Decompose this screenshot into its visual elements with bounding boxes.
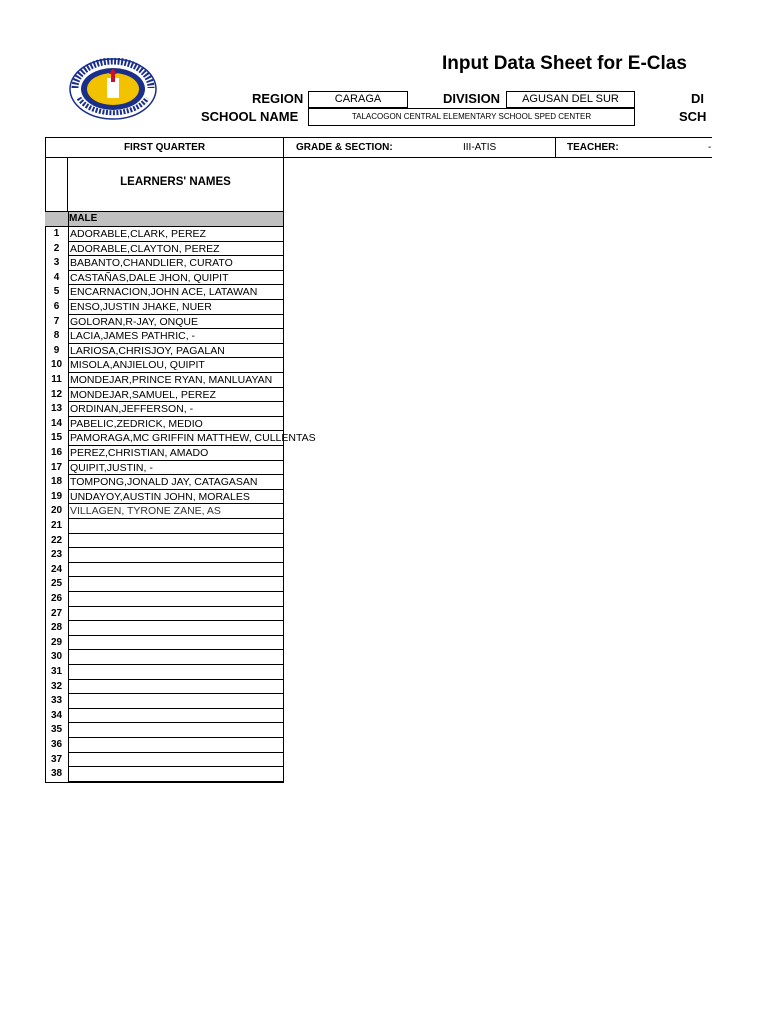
- row-number: 8: [53, 330, 60, 342]
- school-name-label: SCHOOL NAME: [201, 109, 299, 124]
- learner-name-cell[interactable]: VILLAGEN, TYRONE ZANE, AS: [68, 504, 283, 519]
- row-number: 5: [53, 286, 60, 298]
- grade-section-value[interactable]: III-ATIS: [463, 142, 497, 153]
- row-number: 20: [50, 505, 63, 517]
- row-number: 14: [50, 417, 63, 429]
- row-number: 7: [53, 315, 60, 327]
- learner-name-cell[interactable]: [68, 577, 283, 592]
- region-field[interactable]: CARAGA: [308, 91, 408, 108]
- quarter-bar: [45, 137, 712, 158]
- learner-name-cell[interactable]: [68, 709, 283, 724]
- row-number: 13: [50, 403, 63, 415]
- learner-name-cell[interactable]: QUIPIT,JUSTIN, -: [68, 461, 283, 476]
- cell-divider: [555, 138, 556, 157]
- row-number: 29: [50, 636, 63, 648]
- names-header: LEARNERS' NAMES: [120, 176, 231, 188]
- learner-name-cell[interactable]: [68, 650, 283, 665]
- learner-name-cell[interactable]: ENSO,JUSTIN JHAKE, NUER: [68, 300, 283, 315]
- row-number: 1: [53, 228, 60, 239]
- male-group-row: [45, 212, 283, 227]
- male-group-label: MALE: [69, 213, 98, 224]
- row-number: 10: [50, 359, 63, 371]
- learner-name-cell[interactable]: [68, 534, 283, 549]
- learner-name-cell[interactable]: ADORABLE,CLAYTON, PEREZ: [68, 242, 283, 257]
- learner-name-cell[interactable]: TOMPONG,JONALD JAY, CATAGASAN: [68, 475, 283, 490]
- learner-name-cell[interactable]: ORDINAN,JEFFERSON, -: [68, 402, 283, 417]
- division-label: DIVISION: [443, 91, 501, 106]
- row-number: 30: [50, 651, 63, 663]
- district-label: DI: [691, 91, 704, 106]
- row-number: 24: [50, 563, 63, 575]
- row-number: 33: [50, 695, 63, 707]
- row-number: 19: [50, 490, 63, 502]
- learner-name-cell[interactable]: MONDEJAR,SAMUEL, PEREZ: [68, 388, 283, 403]
- learner-name-cell[interactable]: UNDAYOY,AUSTIN JOHN, MORALES: [68, 490, 283, 505]
- learner-name-cell[interactable]: [68, 694, 283, 709]
- row-number: 3: [53, 257, 60, 269]
- page-title: Input Data Sheet for E-Clas: [442, 53, 687, 74]
- quarter-label: FIRST QUARTER: [46, 138, 284, 157]
- learner-name-cell[interactable]: [68, 621, 283, 636]
- row-number: 35: [50, 724, 63, 736]
- learner-name-cell[interactable]: [68, 592, 283, 607]
- row-number: 4: [53, 271, 60, 283]
- row-number: 25: [50, 578, 63, 590]
- learner-name-cell[interactable]: ADORABLE,CLARK, PEREZ: [68, 227, 283, 242]
- row-number: 16: [50, 447, 63, 458]
- row-number: 32: [50, 680, 63, 692]
- learner-name-cell[interactable]: LARIOSA,CHRISJOY, PAGALAN: [68, 344, 283, 359]
- learner-name-cell[interactable]: PAMORAGA,MC GRIFFIN MATTHEW, CULLENTAS: [70, 432, 316, 445]
- row-number: 21: [50, 520, 63, 531]
- row-number: 2: [53, 242, 60, 254]
- learner-name-cell[interactable]: [68, 548, 283, 563]
- learner-name-cell[interactable]: LACIA,JAMES PATHRIC, -: [68, 329, 283, 344]
- learners-table: [45, 158, 316, 783]
- row-number: 28: [50, 622, 63, 634]
- learner-name-cell[interactable]: [68, 738, 283, 753]
- row-number: 23: [50, 549, 63, 561]
- row-number-header: [45, 158, 68, 212]
- row-number: 9: [53, 344, 60, 356]
- row-number: 12: [50, 388, 63, 400]
- school-name-field[interactable]: TALACOGON CENTRAL ELEMENTARY SCHOOL SPED CENTER: [308, 108, 635, 126]
- row-number: 38: [50, 768, 63, 780]
- row-number: 36: [50, 739, 63, 750]
- row-number: 31: [50, 666, 63, 677]
- learner-name-cell[interactable]: CASTAÑAS,DALE JHON, QUIPIT: [68, 271, 283, 286]
- row-number: 34: [50, 709, 63, 721]
- row-number: 11: [51, 374, 62, 385]
- row-number: 15: [50, 432, 63, 444]
- teacher-value[interactable]: -: [708, 142, 712, 153]
- learner-name-cell[interactable]: [68, 563, 283, 578]
- learner-name-cell[interactable]: PABELIC,ZEDRICK, MEDIO: [68, 417, 283, 432]
- learner-name-cell[interactable]: [68, 636, 283, 651]
- learner-name-cell[interactable]: PEREZ,CHRISTIAN, AMADO: [68, 446, 283, 461]
- learner-name-cell[interactable]: MONDEJAR,PRINCE RYAN, MANLUAYAN: [68, 373, 283, 388]
- learner-name-cell[interactable]: [68, 519, 283, 534]
- learner-name-cell[interactable]: [68, 607, 283, 622]
- learner-name-cell[interactable]: MISOLA,ANJIELOU, QUIPIT: [68, 358, 283, 373]
- learner-name-cell[interactable]: [68, 723, 283, 738]
- row-number: 18: [50, 476, 63, 488]
- teacher-label: TEACHER:: [567, 142, 619, 153]
- grade-section-label: GRADE & SECTION:: [296, 142, 393, 153]
- school-id-label: SCH: [679, 109, 707, 124]
- learner-name-cell[interactable]: [68, 753, 283, 768]
- learner-name-cell[interactable]: ENCARNACION,JOHN ACE, LATAWAN: [68, 285, 283, 300]
- learner-name-cell[interactable]: GOLORAN,R-JAY, ONQUE: [68, 315, 283, 330]
- row-number: 22: [50, 534, 63, 546]
- learner-name-cell[interactable]: [68, 665, 283, 680]
- learner-name-cell[interactable]: BABANTO,CHANDLIER, CURATO: [68, 256, 283, 271]
- row-number: 6: [53, 301, 60, 312]
- learner-name-cell[interactable]: [68, 680, 283, 695]
- division-field[interactable]: AGUSAN DEL SUR: [506, 91, 635, 108]
- region-label: REGION: [252, 91, 304, 106]
- row-number: 27: [50, 607, 63, 619]
- deped-seal-logo: [69, 58, 157, 120]
- row-number: 37: [50, 753, 63, 765]
- learner-name-cell[interactable]: [68, 767, 283, 782]
- row-number: 17: [50, 461, 63, 473]
- row-number: 26: [50, 593, 63, 604]
